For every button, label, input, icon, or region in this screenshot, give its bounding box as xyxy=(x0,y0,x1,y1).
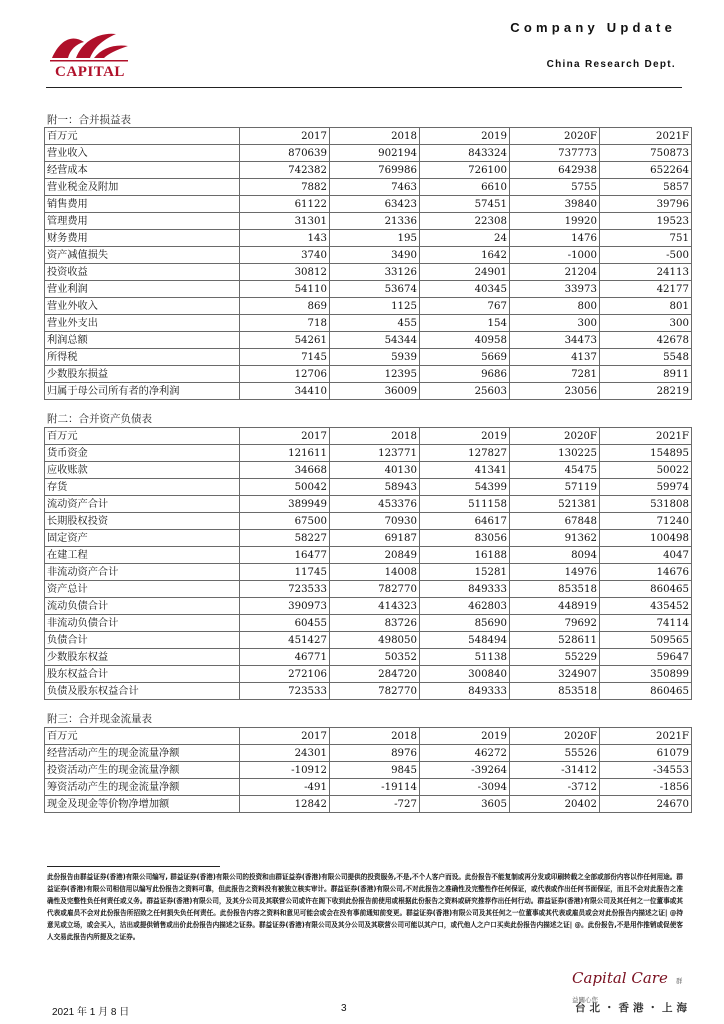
table-row xyxy=(45,496,692,513)
table-cell: 54110 xyxy=(240,281,330,298)
table-cell: 5857 xyxy=(600,179,692,196)
row-label: 固定资产 xyxy=(45,530,240,547)
table-cell: 55526 xyxy=(510,745,600,762)
row-label: 长期股权投资 xyxy=(45,513,240,530)
table-row xyxy=(45,779,692,796)
table-cell: 14008 xyxy=(330,564,420,581)
table-cell: 34410 xyxy=(240,383,330,400)
table-cell: -10912 xyxy=(240,762,330,779)
table-row xyxy=(45,598,692,615)
table-cell: 46771 xyxy=(240,649,330,666)
table-cell: 272106 xyxy=(240,666,330,683)
row-label: 营业税金及附加 xyxy=(45,179,240,196)
unit-header: 百万元 xyxy=(45,728,240,745)
capital-care-logo-icon xyxy=(572,968,684,1004)
table-cell: 24901 xyxy=(420,264,510,281)
table-cell: 652264 xyxy=(600,162,692,179)
table-cell: 50352 xyxy=(330,649,420,666)
table-cell: -3094 xyxy=(420,779,510,796)
table-cell: 20849 xyxy=(330,547,420,564)
table-cell: 300 xyxy=(600,315,692,332)
table-cell: 8976 xyxy=(330,745,420,762)
table-cell: 853518 xyxy=(510,581,600,598)
table-cell: 742382 xyxy=(240,162,330,179)
table-cell: 127827 xyxy=(420,445,510,462)
table-row xyxy=(45,547,692,564)
table-cell: 455 xyxy=(330,315,420,332)
report-type-title: Company Update xyxy=(510,20,676,35)
table-cell: 843324 xyxy=(420,145,510,162)
table-row xyxy=(45,683,692,700)
table-cell: 34668 xyxy=(240,462,330,479)
table-cell: 24 xyxy=(420,230,510,247)
table-cell: 69187 xyxy=(330,530,420,547)
table-cell: 3740 xyxy=(240,247,330,264)
table-cell: 12842 xyxy=(240,796,330,813)
table-cell: 4047 xyxy=(600,547,692,564)
row-label: 流动资产合计 xyxy=(45,496,240,513)
row-label: 货币资金 xyxy=(45,445,240,462)
row-label: 资产总计 xyxy=(45,581,240,598)
table-cell: 23056 xyxy=(510,383,600,400)
table-cell: 19523 xyxy=(600,213,692,230)
table-cell: 22308 xyxy=(420,213,510,230)
table-row xyxy=(45,666,692,683)
footnote-divider xyxy=(47,866,220,867)
row-label: 所得税 xyxy=(45,349,240,366)
table-cell: 31301 xyxy=(240,213,330,230)
table-cell: 16477 xyxy=(240,547,330,564)
table-cell: 284720 xyxy=(330,666,420,683)
table-cell: 800 xyxy=(510,298,600,315)
table-cell: 769986 xyxy=(330,162,420,179)
table-cell: 509565 xyxy=(600,632,692,649)
table-cell: 34473 xyxy=(510,332,600,349)
table-row xyxy=(45,762,692,779)
table-cell: 91362 xyxy=(510,530,600,547)
row-label: 负债及股东权益合计 xyxy=(45,683,240,700)
table-row xyxy=(45,315,692,332)
table-cell: 50022 xyxy=(600,462,692,479)
table-cell: 389949 xyxy=(240,496,330,513)
table-cell: 60455 xyxy=(240,615,330,632)
table-cell: 853518 xyxy=(510,683,600,700)
table-row xyxy=(45,264,692,281)
row-label: 归属于母公司所有者的净利润 xyxy=(45,383,240,400)
cashflow-table xyxy=(44,727,692,813)
row-label: 负债合计 xyxy=(45,632,240,649)
table-cell: 12706 xyxy=(240,366,330,383)
row-label: 投资活动产生的现金流量净额 xyxy=(45,762,240,779)
table-cell: 42678 xyxy=(600,332,692,349)
report-date: 2021 年 1 月 8 日 xyxy=(52,1007,130,1018)
table-cell: -491 xyxy=(240,779,330,796)
table-cell: 130225 xyxy=(510,445,600,462)
table-cell: 39840 xyxy=(510,196,600,213)
year-header: 2019 xyxy=(420,128,510,145)
table-cell: 58943 xyxy=(330,479,420,496)
table-cell: 30812 xyxy=(240,264,330,281)
row-label: 营业外收入 xyxy=(45,298,240,315)
year-header: 2017 xyxy=(240,428,330,445)
table-cell: 324907 xyxy=(510,666,600,683)
table-cell: 24301 xyxy=(240,745,330,762)
table-cell: 79692 xyxy=(510,615,600,632)
table-cell: 67500 xyxy=(240,513,330,530)
table-cell: 45475 xyxy=(510,462,600,479)
table-cell: 767 xyxy=(420,298,510,315)
table-row xyxy=(45,462,692,479)
table-cell: 143 xyxy=(240,230,330,247)
table-cell: 7281 xyxy=(510,366,600,383)
table-cell: 14676 xyxy=(600,564,692,581)
table-cell: 57119 xyxy=(510,479,600,496)
table-cell: 59647 xyxy=(600,649,692,666)
table-cell: 61079 xyxy=(600,745,692,762)
table-row xyxy=(45,615,692,632)
table-cell: 1642 xyxy=(420,247,510,264)
table-cell: 642938 xyxy=(510,162,600,179)
table-cell: 528611 xyxy=(510,632,600,649)
table-row xyxy=(45,530,692,547)
table-cell: 36009 xyxy=(330,383,420,400)
table-row xyxy=(45,281,692,298)
table-cell: 5548 xyxy=(600,349,692,366)
table-cell: 53674 xyxy=(330,281,420,298)
table-cell: 462803 xyxy=(420,598,510,615)
table-cell: 61122 xyxy=(240,196,330,213)
table-header-row xyxy=(45,128,692,145)
year-header: 2019 xyxy=(420,728,510,745)
table-row xyxy=(45,632,692,649)
table-row xyxy=(45,298,692,315)
table-cell: 448919 xyxy=(510,598,600,615)
table-cell: 195 xyxy=(330,230,420,247)
table-cell: 3490 xyxy=(330,247,420,264)
brand-tag: 群益關心您 xyxy=(572,977,683,1004)
table-cell: 531808 xyxy=(600,496,692,513)
row-label: 管理费用 xyxy=(45,213,240,230)
table-header-row xyxy=(45,428,692,445)
table-cell: 55229 xyxy=(510,649,600,666)
year-header: 2020F xyxy=(510,728,600,745)
table-cell: 9686 xyxy=(420,366,510,383)
row-label: 经营活动产生的现金流量净额 xyxy=(45,745,240,762)
table-cell: 14976 xyxy=(510,564,600,581)
cashflow-title: 附三：合并现金流量表 xyxy=(47,713,152,725)
table-cell: 24670 xyxy=(600,796,692,813)
table-cell: 40958 xyxy=(420,332,510,349)
table-cell: 83726 xyxy=(330,615,420,632)
table-row xyxy=(45,383,692,400)
table-row xyxy=(45,145,692,162)
table-cell: -31412 xyxy=(510,762,600,779)
table-cell: -727 xyxy=(330,796,420,813)
table-cell: 801 xyxy=(600,298,692,315)
table-cell: 390973 xyxy=(240,598,330,615)
table-cell: 154895 xyxy=(600,445,692,462)
table-row xyxy=(45,179,692,196)
table-cell: 21336 xyxy=(330,213,420,230)
table-cell: 6610 xyxy=(420,179,510,196)
table-cell: -34553 xyxy=(600,762,692,779)
table-cell: 20402 xyxy=(510,796,600,813)
table-cell: 718 xyxy=(240,315,330,332)
table-cell: 723533 xyxy=(240,683,330,700)
table-cell: 64617 xyxy=(420,513,510,530)
table-cell: 7463 xyxy=(330,179,420,196)
table-cell: 63423 xyxy=(330,196,420,213)
table-cell: 414323 xyxy=(330,598,420,615)
table-cell: 869 xyxy=(240,298,330,315)
year-header: 2020F xyxy=(510,428,600,445)
table-cell: 54261 xyxy=(240,332,330,349)
table-cell: 59974 xyxy=(600,479,692,496)
table-cell: 902194 xyxy=(330,145,420,162)
table-row xyxy=(45,796,692,813)
income-statement-title: 附一：合并损益表 xyxy=(47,114,131,126)
balance-sheet-title: 附二：合并资产负债表 xyxy=(47,413,152,425)
table-cell: 737773 xyxy=(510,145,600,162)
table-row xyxy=(45,230,692,247)
table-cell: 25603 xyxy=(420,383,510,400)
table-cell: 11745 xyxy=(240,564,330,581)
table-header-row xyxy=(45,728,692,745)
table-cell: 435452 xyxy=(600,598,692,615)
table-row xyxy=(45,349,692,366)
table-row xyxy=(45,649,692,666)
table-cell: 1125 xyxy=(330,298,420,315)
table-cell: 24113 xyxy=(600,264,692,281)
year-header: 2018 xyxy=(330,728,420,745)
row-label: 非流动资产合计 xyxy=(45,564,240,581)
table-row xyxy=(45,247,692,264)
table-cell: 860465 xyxy=(600,683,692,700)
row-label: 资产减值损失 xyxy=(45,247,240,264)
table-cell: 16188 xyxy=(420,547,510,564)
table-cell: 50042 xyxy=(240,479,330,496)
table-row xyxy=(45,445,692,462)
year-header: 2018 xyxy=(330,428,420,445)
table-cell: 5755 xyxy=(510,179,600,196)
row-label: 财务费用 xyxy=(45,230,240,247)
row-label: 经营成本 xyxy=(45,162,240,179)
table-cell: 870639 xyxy=(240,145,330,162)
year-header: 2020F xyxy=(510,128,600,145)
table-cell: 12395 xyxy=(330,366,420,383)
brand-name: Capital Care xyxy=(572,969,668,987)
table-cell: -19114 xyxy=(330,779,420,796)
row-label: 利润总额 xyxy=(45,332,240,349)
income-statement-table xyxy=(44,127,692,400)
table-cell: 8911 xyxy=(600,366,692,383)
table-row xyxy=(45,581,692,598)
table-cell: 751 xyxy=(600,230,692,247)
table-row xyxy=(45,162,692,179)
table-cell: 7882 xyxy=(240,179,330,196)
table-cell: 51138 xyxy=(420,649,510,666)
row-label: 营业利润 xyxy=(45,281,240,298)
year-header: 2018 xyxy=(330,128,420,145)
table-cell: 71240 xyxy=(600,513,692,530)
row-label: 少数股东权益 xyxy=(45,649,240,666)
table-cell: 726100 xyxy=(420,162,510,179)
table-cell: 782770 xyxy=(330,581,420,598)
table-cell: 85690 xyxy=(420,615,510,632)
table-cell: 74114 xyxy=(600,615,692,632)
row-label: 在建工程 xyxy=(45,547,240,564)
row-label: 营业外支出 xyxy=(45,315,240,332)
table-cell: -39264 xyxy=(420,762,510,779)
table-cell: 33126 xyxy=(330,264,420,281)
table-cell: 15281 xyxy=(420,564,510,581)
row-label: 销售费用 xyxy=(45,196,240,213)
table-cell: 300 xyxy=(510,315,600,332)
row-label: 应收账款 xyxy=(45,462,240,479)
table-cell: 750873 xyxy=(600,145,692,162)
table-cell: 782770 xyxy=(330,683,420,700)
table-cell: 123771 xyxy=(330,445,420,462)
table-cell: 548494 xyxy=(420,632,510,649)
table-cell: 9845 xyxy=(330,762,420,779)
unit-header: 百万元 xyxy=(45,128,240,145)
table-cell: 33973 xyxy=(510,281,600,298)
table-cell: 54399 xyxy=(420,479,510,496)
row-label: 股东权益合计 xyxy=(45,666,240,683)
table-cell: 1476 xyxy=(510,230,600,247)
table-cell: 5669 xyxy=(420,349,510,366)
unit-header: 百万元 xyxy=(45,428,240,445)
table-row xyxy=(45,213,692,230)
table-row xyxy=(45,332,692,349)
table-cell: 521381 xyxy=(510,496,600,513)
table-row xyxy=(45,479,692,496)
table-cell: 7145 xyxy=(240,349,330,366)
table-cell: 19920 xyxy=(510,213,600,230)
row-label: 营业收入 xyxy=(45,145,240,162)
table-cell: 498050 xyxy=(330,632,420,649)
table-cell: -1000 xyxy=(510,247,600,264)
table-row xyxy=(45,196,692,213)
table-cell: 58227 xyxy=(240,530,330,547)
table-cell: 41341 xyxy=(420,462,510,479)
table-cell: 4137 xyxy=(510,349,600,366)
table-cell: 39796 xyxy=(600,196,692,213)
year-header: 2021F xyxy=(600,428,692,445)
table-cell: 57451 xyxy=(420,196,510,213)
table-cell: 100498 xyxy=(600,530,692,547)
logo-wordmark: CAPITAL xyxy=(55,64,125,80)
header-divider xyxy=(46,87,682,88)
table-cell: 67848 xyxy=(510,513,600,530)
year-header: 2019 xyxy=(420,428,510,445)
row-label: 流动负债合计 xyxy=(45,598,240,615)
table-cell: 8094 xyxy=(510,547,600,564)
table-cell: 28219 xyxy=(600,383,692,400)
table-cell: 350899 xyxy=(600,666,692,683)
table-cell: 723533 xyxy=(240,581,330,598)
table-cell: 860465 xyxy=(600,581,692,598)
row-label: 非流动负债合计 xyxy=(45,615,240,632)
page-number: 3 xyxy=(341,1003,347,1014)
table-cell: 83056 xyxy=(420,530,510,547)
table-row xyxy=(45,366,692,383)
row-label: 投资收益 xyxy=(45,264,240,281)
row-label: 现金及现金等价物净增加额 xyxy=(45,796,240,813)
balance-sheet-table xyxy=(44,427,692,700)
table-cell: 3605 xyxy=(420,796,510,813)
table-cell: 453376 xyxy=(330,496,420,513)
table-row xyxy=(45,564,692,581)
table-cell: -3712 xyxy=(510,779,600,796)
year-header: 2017 xyxy=(240,128,330,145)
disclaimer-text: 此份报告由群益证券(香港)有限公司编写, 群益证券(香港)有限公司的投资和由群证益券(香港)有限公司提供的投资服务,不是,不个人客户而设。此份报告不能复制或再分发或印刷转载之全部或部份内容以作任何用途。群益证券(香港)有限公司相信用以编写此份报告之资料可靠，但此报告之资料没有被独立核实审计。群益证券(香港)有限公司,不对此报告之准确性及完整性作任何保证，或代表或作出任何书面保证，而且不会对此报告之准确性及完整性负任何责任或义务。群益证券(香港)有限公司，及其分公司及其联营公司或许在阁下收到此份报告前使用或根据此份报告之资料或研究推荐作出任何行动。群益证券(香港)有限公司及其任何之一位董事或其代表或雇员不会对此份报告所招致之任何损失负任何责任。此份报告内容之资料和意见可能会或会在没有事前通知前变更。群益证券(香港)有限公司及其任何之一位董事或其代表或雇员或会对此份报告内描述之证| @持意见或立场，或会买入，沽出或提供销售或出价此份报告内描述之证券。群益证券(香港)有限公司及其分公司及其联营公司可能以其户口，或代他人之户口买卖此份报告内描述之证| @。此份报告,不是用作推销或促使客人交易此报告内所提及之证券。 xyxy=(47,873,683,942)
row-label: 少数股东损益 xyxy=(45,366,240,383)
table-cell: -1856 xyxy=(600,779,692,796)
year-header: 2021F xyxy=(600,128,692,145)
row-label: 筹资活动产生的现金流量净额 xyxy=(45,779,240,796)
table-cell: -500 xyxy=(600,247,692,264)
table-cell: 849333 xyxy=(420,581,510,598)
table-cell: 154 xyxy=(420,315,510,332)
table-cell: 40345 xyxy=(420,281,510,298)
table-cell: 54344 xyxy=(330,332,420,349)
table-cell: 40130 xyxy=(330,462,420,479)
table-row xyxy=(45,745,692,762)
table-cell: 42177 xyxy=(600,281,692,298)
table-cell: 46272 xyxy=(420,745,510,762)
table-cell: 21204 xyxy=(510,264,600,281)
table-cell: 849333 xyxy=(420,683,510,700)
department-subtitle: China Research Dept. xyxy=(546,59,676,70)
row-label: 存货 xyxy=(45,479,240,496)
brand-cities: 台北・香港・上海 xyxy=(575,1002,691,1014)
year-header: 2017 xyxy=(240,728,330,745)
table-cell: 5939 xyxy=(330,349,420,366)
table-cell: 70930 xyxy=(330,513,420,530)
table-cell: 121611 xyxy=(240,445,330,462)
table-cell: 451427 xyxy=(240,632,330,649)
table-cell: 300840 xyxy=(420,666,510,683)
table-cell: 511158 xyxy=(420,496,510,513)
table-row xyxy=(45,513,692,530)
year-header: 2021F xyxy=(600,728,692,745)
